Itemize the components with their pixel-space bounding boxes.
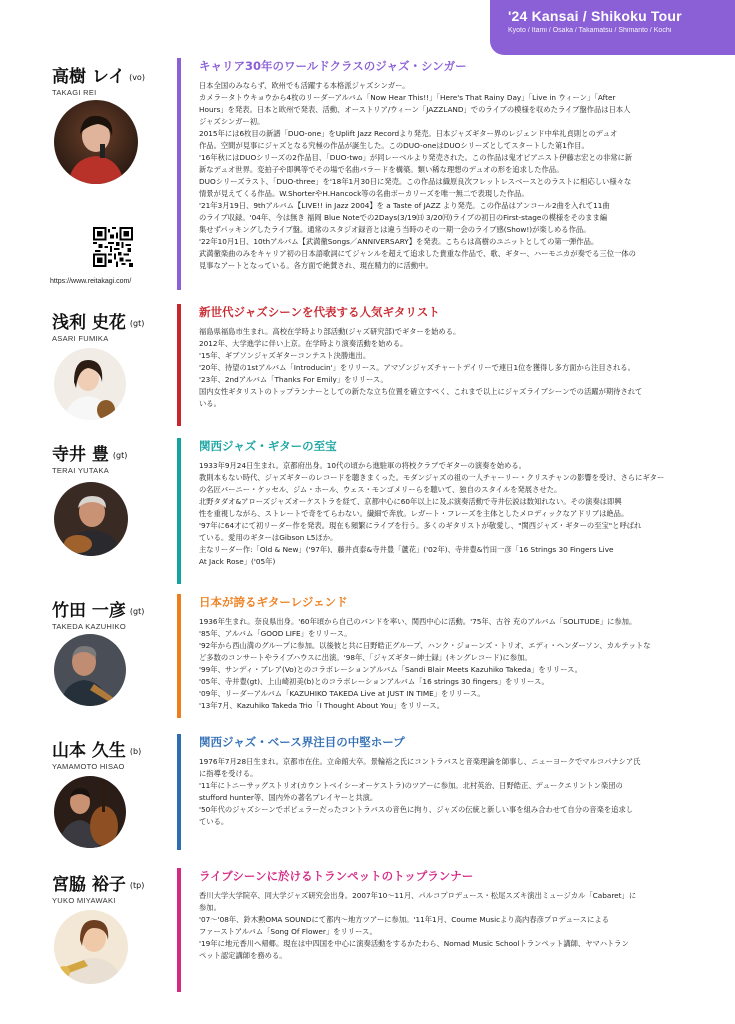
artist-bio (199, 594, 687, 712)
artist-headline: 日本が誇るギターレジェンド (199, 595, 348, 609)
artist-instrument: (gt) (112, 450, 128, 460)
bio-line: '11年にトニーサッグストリオ(カウントベイシーオーケストラ)のツアーに参加。北村英治、日野皓正、デュークエリントン楽団の (199, 781, 623, 790)
bio-line: 集せずパッキングしたライブ盤。通常のスタジオ録音とは違う当時のその一期一会のライブ感(Show!)が楽しめる作品。 (199, 225, 591, 234)
bio-line: ている。愛用のギターはGibson L5ほか。 (199, 533, 338, 542)
bio-line: 武満徹楽曲のみをキャリア初の日本語歌詞にてジャンルを超えて追求した貴重な作品で、歌、ギター、ハーモニカが奏でる三位一体の (199, 249, 636, 258)
tour-cities: Kyoto / Itami / Osaka / Takamatsu / Shimanto / Kochi (508, 27, 672, 34)
bio-line: 1933年9月24日生まれ。京都府出身。10代の頃から進駐軍の将校クラブでギターの演奏を始める。 (199, 461, 526, 470)
bio-line: 北野タダオ&アローズジャズオーケストラを経て、京都中心に60年以上に及ぶ演奏活動で寺井伝説は数知れない。その演奏は即興 (199, 497, 622, 506)
artist-photo (54, 634, 126, 706)
artist-section-terai (0, 438, 735, 584)
bio-line: 主なリーダー作:「Old & New」('97年)、藤井貞泰&寺井豊「蘆花」('02年)、寺井豊&竹田一彦「16 Strings 30 Fingers Live (199, 545, 614, 554)
section-accent-bar (177, 734, 181, 850)
bio-line: カメラータトウキョウから4枚のリーダーアルバム「Now Hear This!!」「Here's That Rainy Day」「Live in ウィーン」「After (199, 93, 616, 102)
artist-instrument: (tp) (129, 880, 145, 890)
qr-code-icon[interactable] (93, 227, 133, 267)
artist-bio-text (199, 756, 687, 828)
artist-romaji: YUKO MIYAWAKI (52, 896, 116, 905)
bio-line: 福島県福島市生まれ。高校在学時より部活動(ジャズ研究部)でギターを始める。 (199, 327, 461, 336)
bio-line: 日本全国のみならず、欧州でも活躍する本格派ジャズシンガー。 (199, 81, 410, 90)
bio-line: 情景が見えてくる作品。W.ShorterやH.Hancock等の名曲ボーカリーズを唯一無二で表現した作品。 (199, 189, 529, 198)
artist-name-block (52, 596, 172, 631)
artist-name-block (52, 62, 172, 97)
artist-bio (199, 304, 687, 410)
section-accent-bar (177, 304, 181, 426)
artist-headline: 関西ジャズ・ベース界注目の中堅ホープ (199, 735, 405, 749)
bio-line: '05年、寺井豊(gt)、上山崎初美(b)とのコラボレーションアルバム「16 strings 30 fingers」をリリース。 (199, 677, 549, 686)
bio-line: 香川大学大学院卒、同大学ジャズ研究会出身。2007年10～11月、パルコプロデュース・松尾スズキ演出ミュージカル「Cabaret」に (199, 891, 637, 900)
bio-line: '85年、アルバム「GOOD LIFE」をリリース。 (199, 629, 352, 638)
artist-romaji: TAKAGI REI (52, 88, 97, 97)
artist-name-block (52, 440, 172, 475)
bio-line: '09年、リーダーアルバム「KAZUHIKO TAKEDA Live at JUST IN TIME」をリリース。 (199, 689, 485, 698)
artist-instrument: (b) (129, 746, 142, 756)
artist-name: 高樹 レイ (52, 67, 126, 87)
bio-line: '21年3月19日、9thアルバム【LIVE!! in Jazz 2004】を a Taste of JAZZ より発売。この作品はアンコール2曲を入れて11曲 (199, 201, 610, 210)
bio-line: 国内女性ギタリストのトップランナーとしての新たな立ち位置を確立すべく、これまで以上にジャズライブシーンでの活躍が期待されて (199, 387, 643, 396)
bio-line: 2015年には6枚目の新譜「DUO-one」をUplift Jazz Recordより発売。日本ジャズギター界のレジェンド中牟礼貞則とのデュオ (199, 129, 618, 138)
tour-title: '24 Kansai / Shikoku Tour (508, 8, 682, 24)
artist-bio-text (199, 80, 687, 272)
bio-line: 1976年7月28日生まれ。京都市在住。立命館大卒。景輪裕之氏にコントラバスと音楽理論を師事し、ニューヨークでマルコパナシア氏 (199, 757, 641, 766)
artist-romaji: TAKEDA KAZUHIKO (52, 622, 126, 631)
artist-headline: 関西ジャズ・ギターの至宝 (199, 439, 337, 453)
bio-line: '92年から西山満のグループに参加。以後彼と共に日野皓正グループ、ハンク・ジョーンズ・トリオ、エディ・ヘンダーソン、カルテットな (199, 641, 651, 650)
bio-line: Hours」を発表。日本と欧州で発表、活動、オーストリア/ウィーン「JAZZLAND」でのライブの模様を収めたライブ盤作品は日本人 (199, 105, 631, 114)
artist-photo (54, 348, 126, 420)
artist-name: 山本 久生 (52, 741, 126, 761)
artist-headline: ライブシーンに於けるトランペットのトップランナー (199, 869, 474, 883)
bio-line: '13年7月、Kazuhiko Takeda Trio「I Thought About You」をリリース。 (199, 701, 445, 710)
bio-line: ている。 (199, 817, 229, 826)
artist-instrument: (gt) (129, 318, 145, 328)
section-accent-bar (177, 594, 181, 718)
bio-line: 新なデュオ世界。変拍子や即興等でその場で名曲バラードを構築。類い稀な理想のデュオの形を追求した作品。 (199, 165, 564, 174)
section-accent-bar (177, 438, 181, 584)
section-accent-bar (177, 58, 181, 290)
artist-bio-text (199, 616, 687, 712)
artist-name-block (52, 870, 172, 905)
artist-name-block (52, 308, 172, 343)
bio-line: 見事なアートとなっている。各方面で絶賛され、現在精力的に活動中。 (199, 261, 433, 270)
bio-line: '23年、2ndアルバム「Thanks For Emily」をリリース。 (199, 375, 388, 384)
bio-line: 性を重視しながら、ストレートで奇をてらわない。繊細で奔放。レガート・フレーズを主体としたメロディックなアドリブは絶品。 (199, 509, 629, 518)
artist-photo (54, 100, 138, 184)
artist-bio-text (199, 890, 687, 962)
artist-name: 寺井 豊 (52, 445, 109, 465)
artist-bio (199, 868, 687, 962)
artist-photo (54, 776, 126, 848)
bio-line: '16年秋にはDUOシリーズの2作品目、「DUO-two」が同レーベルより発売された。この作品は鬼才ピアニスト伊藤志宏との非常に新 (199, 153, 633, 162)
artist-romaji: TERAI YUTAKA (52, 466, 110, 475)
artist-photo (54, 482, 128, 556)
artist-instrument: (gt) (129, 606, 145, 616)
bio-line: 1936年生まれ。奈良県出身。'60年頃から自己のバンドを率い、関西中心に活動。'75年、古谷 充のアルバム「SOLITUDE」に参加。 (199, 617, 637, 626)
artist-section-miyawaki (0, 868, 735, 992)
artist-photo (54, 910, 128, 984)
artist-bio-text (199, 460, 687, 568)
artist-headline: キャリア30年のワールドクラスのジャズ・シンガー (199, 59, 467, 73)
bio-line: 参加。 (199, 903, 221, 912)
bio-line: 教則本もない時代、ジャズギターのレコードを聴きまくった。モダンジャズの祖の一人チャーリー・クリスチャンの影響を受け、さらにギター (199, 473, 665, 482)
bio-line: の名匠バーニー・ケッセル、ジム・ホール、ウェス・モンゴメリーらを聴いて、独自のスタイルを発展させた。 (199, 485, 562, 494)
bio-line: At Jack Rose」('05年) (199, 557, 276, 566)
artist-instrument: (vo) (129, 72, 145, 82)
bio-line: ペット認定講師を務める。 (199, 951, 287, 960)
bio-line: '50年代のジャズシーンでポピュラーだったコントラバスの音色に拘り、ジャズの伝統と新しい事を組み合わせて自分の音楽を追求し (199, 805, 634, 814)
bio-line: '22年10月1日、10thアルバム【武満徹Songs／ANNIVERSARY】を発表。こちらは高樹のユニットとしての第一弾作品。 (199, 237, 599, 246)
artist-name: 竹田 一彦 (52, 601, 126, 621)
bio-line: stufford hunter等、国内外の著名プレイヤーと共演。 (199, 793, 378, 802)
bio-line: '99年、サンディ・ブレア(Vo)とのコラボレーションアルバム「Sandi Blair Meets Kazuhiko Takeda」をリリース。 (199, 665, 582, 674)
bio-line: 作品。空間が見事にジャズとなる究極の作品が誕生した。このDUO-oneはDUOシリーズとしてスタートした第1作目。 (199, 141, 589, 150)
artist-name-block (52, 736, 172, 771)
section-accent-bar (177, 868, 181, 992)
bio-line: に指導を受ける。 (199, 769, 258, 778)
bio-line: '20年、待望の1stアルバム「Introducin'」をリリース。アマゾンジャズチャートデイリーで連日1位を獲得し多方面から注目される。 (199, 363, 635, 372)
bio-line: のライブ収録。'04年、今は無き 福岡 Blue Noteでの2Days(3/19㈰ 3/20㈪)ライブの初日のFirst-stageの模様をそのまま編 (199, 213, 608, 222)
bio-line: '97年に64才にて初リーダー作を発表。現在も頻繁にライブを行う。多くのギタリストが敬愛し、"関西ジャズ・ギターの至宝"と呼ばれ (199, 521, 642, 530)
bio-line: '07～'08年、鈴木勲OMA SOUNDにて都内～地方ツアーに参加。'11年1月、Coume Musicより高内春彦プロデュースによる (199, 915, 609, 924)
bio-line: '19年に地元香川へ帰郷。現在は中四国を中心に演奏活動をするかたわら、Nomad Music Schoolトランペット講師、ヤマハトラン (199, 939, 629, 948)
artist-bio-text (199, 326, 687, 410)
artist-bio (199, 734, 687, 828)
artist-bio (199, 438, 687, 568)
artist-website-link[interactable]: https://www.reitakagi.com/ (50, 278, 132, 285)
artist-name: 宮脇 裕子 (52, 875, 126, 895)
bio-line: 2012年、大学進学に伴い上京。在学時より演奏活動を始める。 (199, 339, 408, 348)
tour-banner (490, 0, 735, 55)
bio-line: いる。 (199, 399, 221, 408)
artist-romaji: ASARI FUMIKA (52, 334, 109, 343)
artist-section-takeda (0, 594, 735, 718)
artist-section-asari (0, 304, 735, 426)
bio-line: '15年、ギブソンジャズギターコンテスト決勝進出。 (199, 351, 371, 360)
artist-headline: 新世代ジャズシーンを代表する人気ギタリスト (199, 305, 440, 319)
artist-section-yamamoto (0, 734, 735, 850)
artist-bio (199, 58, 687, 272)
bio-line: DUOシリーズラスト、「DUO-three」を'18年1月30日に発売。この作品は織原良次フレットレスベースとのラストに相応しい様々な (199, 177, 632, 186)
artist-romaji: YAMAMOTO HISAO (52, 762, 125, 771)
bio-line: ど多数のコンサートやライブハウスに出演。'98年、「ジャズギター紳士録」(キングレコード)に参加。 (199, 653, 532, 662)
artist-name: 浅利 史花 (52, 313, 126, 333)
bio-line: ファーストアルバム「Song Of Flower」をリリース。 (199, 927, 377, 936)
bio-line: ジャズシンガー初。 (199, 117, 265, 126)
